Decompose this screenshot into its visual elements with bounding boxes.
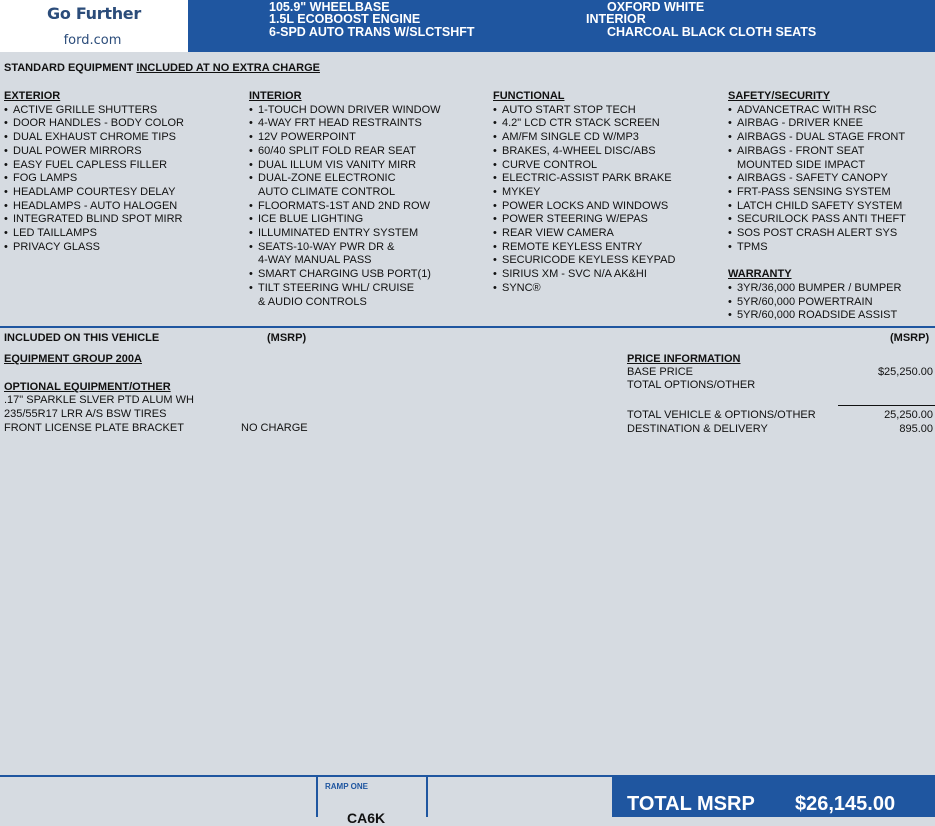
exterior-column xyxy=(4,90,184,254)
brand-tagline: Go Further xyxy=(47,4,141,23)
list-item: • 4.2" LCD CTR STACK SCREEN xyxy=(493,117,660,130)
list-item: • INTEGRATED BLIND SPOT MIRR xyxy=(4,213,183,226)
list-item: • ACTIVE GRILLE SHUTTERS xyxy=(4,103,158,116)
list-item: • DOOR HANDLES - BODY COLOR xyxy=(4,117,184,130)
optional-item: 235/55R17 LRR A/S BSW TIRES xyxy=(4,408,167,420)
total-vehicle-label: TOTAL VEHICLE & OPTIONS/OTHER xyxy=(627,409,816,421)
list-item: • DUAL-ZONE ELECTRONIC xyxy=(249,172,396,185)
optional-item-price: NO CHARGE xyxy=(241,422,308,434)
list-item: • DUAL ILLUM VIS VANITY MIRR xyxy=(249,158,417,171)
list-item: • AUTO START STOP TECH xyxy=(493,103,636,116)
list-item: • LED TAILLAMPS xyxy=(4,227,97,240)
list-item: • SMART CHARGING USB PORT(1) xyxy=(249,268,431,281)
list-item: • MYKEY xyxy=(493,185,541,198)
warranty-title: WARRANTY xyxy=(728,268,792,281)
interior-label: INTERIOR xyxy=(586,12,646,26)
list-item: • 5YR/60,000 POWERTRAIN xyxy=(728,295,873,308)
optional-item: .17" SPARKLE SLVER PTD ALUM WH xyxy=(4,394,194,406)
list-item: • PRIVACY GLASS xyxy=(4,240,101,253)
included-title: INCLUDED ON THIS VEHICLE xyxy=(4,332,160,344)
list-item: • ELECTRIC-ASSIST PARK BRAKE xyxy=(493,172,672,185)
functional-title: FUNCTIONAL xyxy=(493,90,565,102)
list-item: • FOG LAMPS xyxy=(4,172,78,185)
interior-title: INTERIOR xyxy=(249,90,302,102)
base-price-label: BASE PRICE xyxy=(627,366,694,378)
list-item: • ADVANCETRAC WITH RSC xyxy=(728,103,877,116)
spec-engine: 1.5L ECOBOOST ENGINE xyxy=(269,12,421,26)
total-msrp-value: $26,145.00 xyxy=(795,793,896,815)
list-item: • 5YR/60,000 ROADSIDE ASSIST xyxy=(728,309,898,322)
interior-column xyxy=(249,90,441,309)
ford-logo-block xyxy=(0,0,188,52)
ramp-label: RAMP ONE xyxy=(325,782,368,791)
list-item: • SIRIUS XM - SVC N/A AK&HI xyxy=(493,268,647,281)
subtotal-rule xyxy=(838,405,935,406)
total-vehicle-value: 25,250.00 xyxy=(884,409,933,421)
exterior-color: OXFORD WHITE xyxy=(607,0,705,14)
list-item: • 3YR/36,000 BUMPER / BUMPER xyxy=(728,281,902,294)
section-divider xyxy=(0,326,935,328)
destination-label: DESTINATION & DELIVERY xyxy=(627,423,768,435)
list-item: • ICE BLUE LIGHTING xyxy=(249,213,364,226)
list-item: • TILT STEERING WHL/ CRUISE xyxy=(249,281,415,294)
list-item: • 1-TOUCH DOWN DRIVER WINDOW xyxy=(249,103,441,116)
list-item: • EASY FUEL CAPLESS FILLER xyxy=(4,158,168,171)
list-item: • REMOTE KEYLESS ENTRY xyxy=(493,240,643,253)
msrp-label-right: (MSRP) xyxy=(890,332,930,344)
list-item: • SOS POST CRASH ALERT SYS xyxy=(728,227,898,240)
list-item: • HEADLAMP COURTESY DELAY xyxy=(4,185,176,198)
list-item-continued: & AUDIO CONTROLS xyxy=(258,295,367,308)
optional-item: FRONT LICENSE PLATE BRACKET xyxy=(4,422,184,434)
exterior-title: EXTERIOR xyxy=(4,90,61,102)
destination-value: 895.00 xyxy=(899,423,933,435)
spec-transmission: 6-SPD AUTO TRANS W/SLCTSHFT xyxy=(269,25,475,39)
brand-url: ford.com xyxy=(63,33,122,48)
optional-equipment-title: OPTIONAL EQUIPMENT/OTHER xyxy=(4,381,171,393)
list-item: • ILLUMINATED ENTRY SYSTEM xyxy=(249,227,419,240)
standard-equipment-title xyxy=(4,62,320,74)
list-item: • 60/40 SPLIT FOLD REAR SEAT xyxy=(249,144,416,157)
list-item-continued: MOUNTED SIDE IMPACT xyxy=(737,158,866,171)
list-item: • DUAL POWER MIRRORS xyxy=(4,144,142,157)
list-item-continued: AUTO CLIMATE CONTROL xyxy=(258,185,396,198)
list-item: • AIRBAG - DRIVER KNEE xyxy=(728,117,863,130)
list-item: • SEATS-10-WAY PWR DR & xyxy=(249,240,395,253)
list-item: • POWER LOCKS AND WINDOWS xyxy=(493,199,669,212)
list-item: • SECURICODE KEYLESS KEYPAD xyxy=(493,254,676,267)
msrp-label: (MSRP) xyxy=(267,332,307,344)
total-msrp-label: TOTAL MSRP xyxy=(627,793,755,815)
list-item: • HEADLAMPS - AUTO HALOGEN xyxy=(4,199,178,212)
functional-column xyxy=(493,90,675,296)
list-item: • DUAL EXHAUST CHROME TIPS xyxy=(4,131,176,144)
list-item: • TPMS xyxy=(728,240,768,253)
list-item: • REAR VIEW CAMERA xyxy=(493,227,614,240)
total-options-label: TOTAL OPTIONS/OTHER xyxy=(627,379,756,391)
list-item: • LATCH CHILD SAFETY SYSTEM xyxy=(728,199,903,212)
equipment-group: EQUIPMENT GROUP 200A xyxy=(4,353,142,365)
safety-title: SAFETY/SECURITY xyxy=(728,90,831,102)
list-item: • FRT-PASS SENSING SYSTEM xyxy=(728,185,891,198)
list-item: • CURVE CONTROL xyxy=(493,158,598,171)
list-item-continued: 4-WAY MANUAL PASS xyxy=(258,254,372,267)
list-item: • AIRBAGS - DUAL STAGE FRONT xyxy=(728,131,906,144)
standard-title-prefix: STANDARD EQUIPMENT xyxy=(4,62,134,74)
list-item: • 12V POWERPOINT xyxy=(249,131,356,144)
list-item: • SECURILOCK PASS ANTI THEFT xyxy=(728,213,906,226)
list-item: • FLOORMATS-1ST AND 2ND ROW xyxy=(249,199,430,212)
interior-value: CHARCOAL BLACK CLOTH SEATS xyxy=(607,25,817,39)
base-price-value: $25,250.00 xyxy=(877,366,933,378)
list-item: • AIRBAGS - FRONT SEAT xyxy=(728,144,865,157)
price-info-title: PRICE INFORMATION xyxy=(627,353,741,365)
standard-title-suffix: INCLUDED AT NO EXTRA CHARGE xyxy=(136,62,320,74)
ramp-value: CA6K xyxy=(347,810,386,826)
list-item: • AM/FM SINGLE CD W/MP3 xyxy=(493,131,639,144)
list-item: • POWER STEERING W/EPAS xyxy=(493,213,648,226)
safety-column xyxy=(728,90,906,323)
list-item: • AIRBAGS - SAFETY CANOPY xyxy=(728,172,888,185)
spec-wheelbase: 105.9" WHEELBASE xyxy=(269,0,390,14)
list-item: • 4-WAY FRT HEAD RESTRAINTS xyxy=(249,117,422,130)
list-item: • SYNC® xyxy=(493,281,541,294)
list-item: • BRAKES, 4-WHEEL DISC/ABS xyxy=(493,144,656,157)
